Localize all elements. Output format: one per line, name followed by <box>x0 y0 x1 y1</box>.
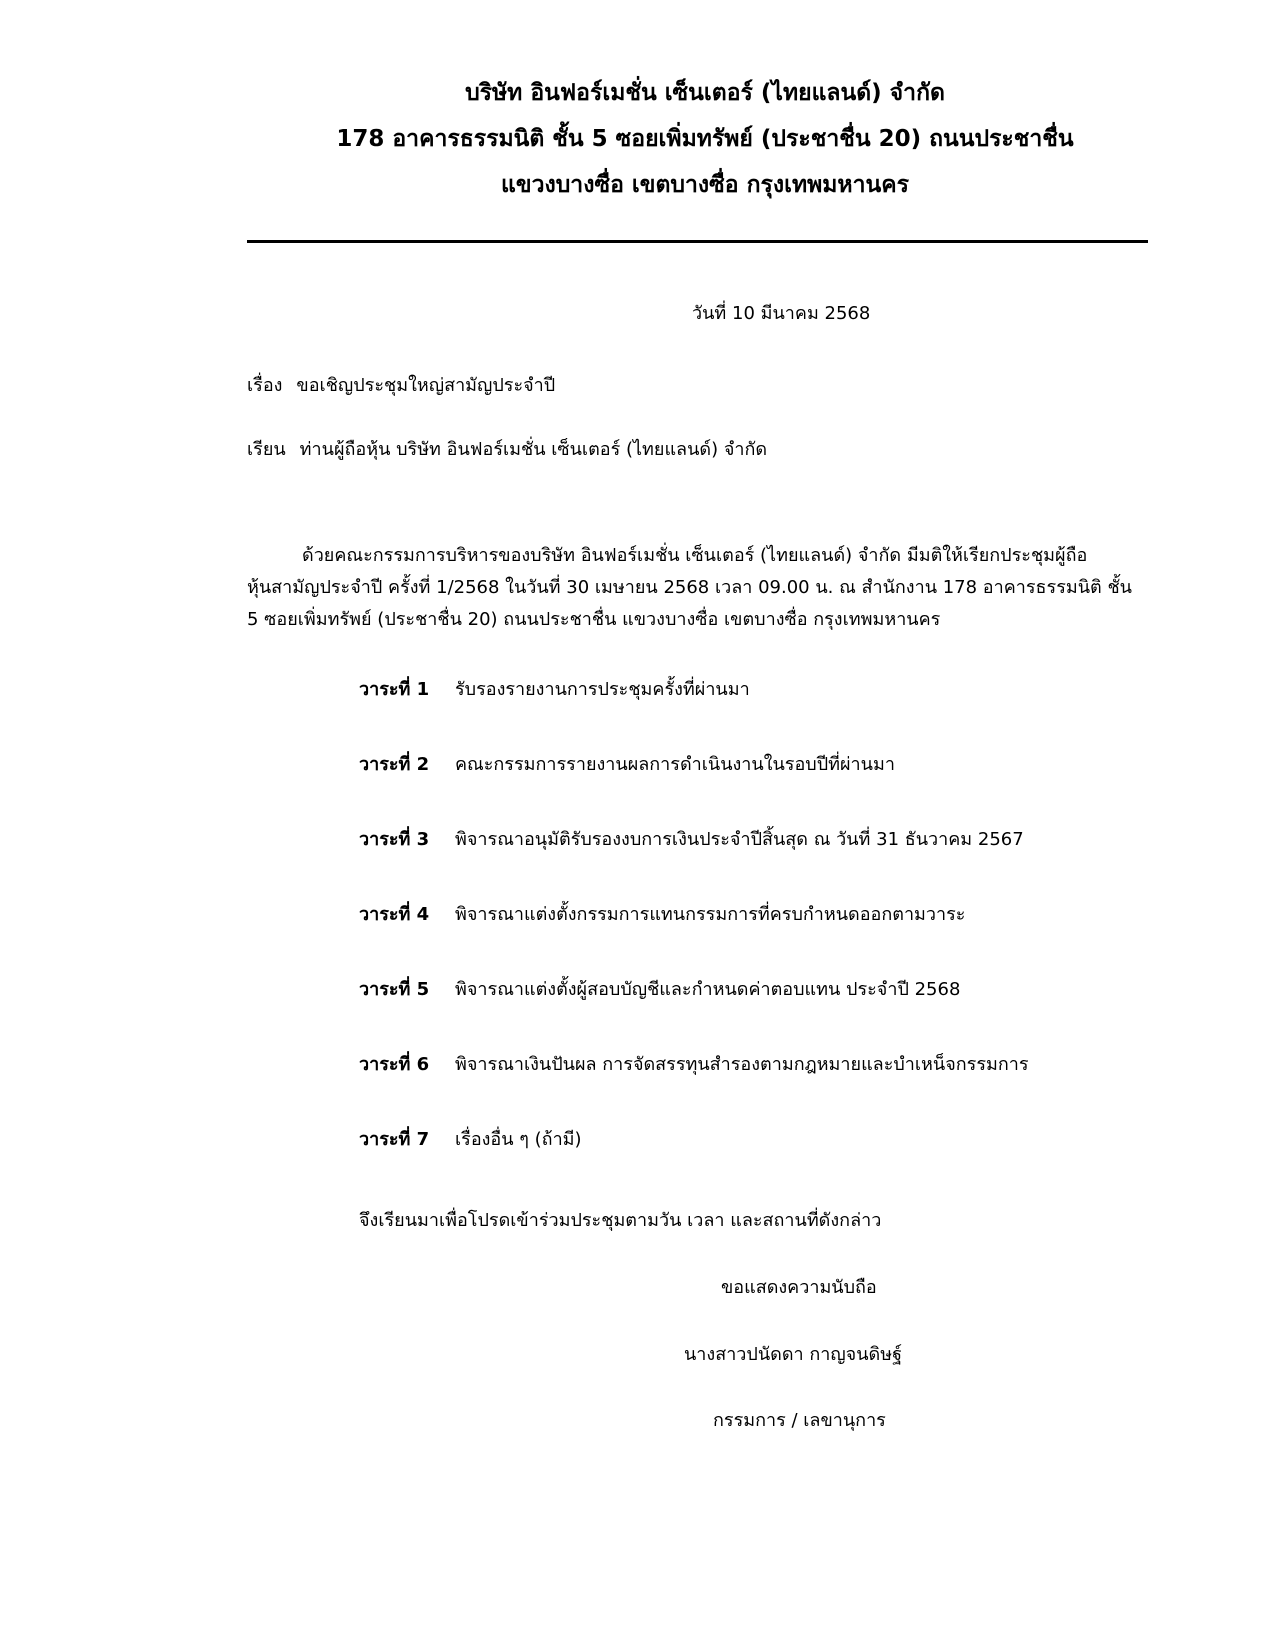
company-name: บริษัท อินฟอร์เมชั่น เซ็นเตอร์ (ไทยแลนด์) จำกัด <box>465 80 945 106</box>
recipient-line <box>247 438 767 462</box>
recipient-text: ท่านผู้ถือหุ้น บริษัท อินฟอร์เมชั่น เซ็นเตอร์ (ไทยแลนด์) จำกัด <box>299 439 768 460</box>
body-line-2: หุ้นสามัญประจำปี ครั้งที่ 1/2568 ในวันที่ 30 เมษายน 2568 เวลา 09.00 น. ณ สำนักงาน 178 อาคารธรรมนิติ ชั้น <box>247 577 1132 598</box>
letterhead-divider <box>247 240 1148 243</box>
agenda-text: รับรองรายงานการประชุมครั้งที่ผ่านมา <box>455 679 750 700</box>
signatory-title: กรรมการ / เลขานุการ <box>713 1410 886 1431</box>
agenda-number: วาระที่ 5 <box>359 979 430 1000</box>
subject-text: ขอเชิญประชุมใหญ่สามัญประจำปี <box>296 375 556 396</box>
agenda-item <box>359 828 1029 903</box>
agenda-item <box>359 1128 1029 1203</box>
recipient-label: เรียน <box>247 439 286 460</box>
agenda-item <box>359 1053 1029 1128</box>
agenda-item <box>359 978 1029 1053</box>
subject-line <box>247 374 555 398</box>
agenda-text: คณะกรรมการรายงานผลการดำเนินงานในรอบปีที่ผ่านมา <box>455 754 895 775</box>
signatory-name: นางสาวปนัดดา กาญจนดิษฐ์ <box>684 1344 903 1365</box>
agenda-number: วาระที่ 6 <box>359 1054 430 1075</box>
agenda-item <box>359 903 1029 978</box>
letterhead <box>0 70 1275 208</box>
agenda-text: เรื่องอื่น ๆ (ถ้ามี) <box>455 1129 582 1150</box>
agenda-item <box>359 678 1029 753</box>
agenda-item <box>359 753 1029 828</box>
closing-line: จึงเรียนมาเพื่อโปรดเข้าร่วมประชุมตามวัน เวลา และสถานที่ดังกล่าว <box>359 1210 882 1231</box>
agenda-text: พิจารณาแต่งตั้งกรรมการแทนกรรมการที่ครบกำหนดออกตามวาระ <box>455 904 966 925</box>
agenda-number: วาระที่ 1 <box>359 679 430 700</box>
body-paragraph <box>247 540 1177 636</box>
subject-label: เรื่อง <box>247 375 283 396</box>
agenda-number: วาระที่ 2 <box>359 754 430 775</box>
agenda-number: วาระที่ 3 <box>359 829 430 850</box>
agenda-number: วาระที่ 7 <box>359 1129 430 1150</box>
agenda-text: พิจารณาเงินปันผล การจัดสรรทุนสำรองตามกฎหมายและบำเหน็จกรรมการ <box>455 1054 1029 1075</box>
body-line-1: ด้วยคณะกรรมการบริหารของบริษัท อินฟอร์เมชั่น เซ็นเตอร์ (ไทยแลนด์) จำกัด มีมติให้เรียกประชุมผู้ถือ <box>302 545 1088 566</box>
agenda-list <box>359 678 1029 1203</box>
agenda-text: พิจารณาแต่งตั้งผู้สอบบัญชีและกำหนดค่าตอบแทน ประจำปี 2568 <box>455 979 961 1000</box>
agenda-number: วาระที่ 4 <box>359 904 430 925</box>
body-line-3: 5 ซอยเพิ่มทรัพย์ (ประชาชื่น 20) ถนนประชาชื่น แขวงบางซื่อ เขตบางซื่อ กรุงเทพมหานคร <box>247 609 941 630</box>
agenda-text: พิจารณาอนุมัติรับรองงบการเงินประจำปีสิ้นสุด ณ วันที่ 31 ธันวาคม 2567 <box>455 829 1024 850</box>
letter-date: วันที่ 10 มีนาคม 2568 <box>692 303 871 324</box>
company-address-line-1: 178 อาคารธรรมนิติ ชั้น 5 ซอยเพิ่มทรัพย์ (ประชาชื่น 20) ถนนประชาชื่น <box>336 126 1074 152</box>
company-address-line-2: แขวงบางซื่อ เขตบางซื่อ กรุงเทพมหานคร <box>501 172 909 198</box>
signature-regards: ขอแสดงความนับถือ <box>721 1277 877 1298</box>
